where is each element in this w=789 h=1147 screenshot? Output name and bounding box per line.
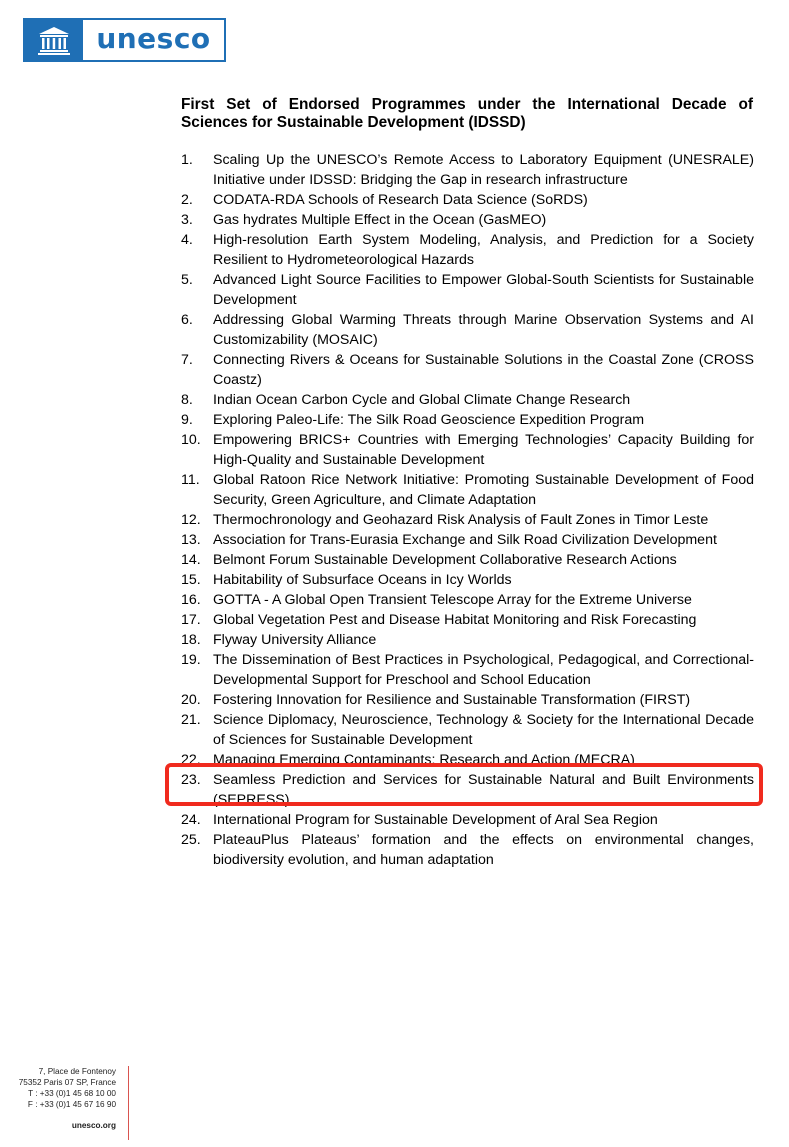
list-item-number: 9. (181, 412, 193, 428)
page-title: First Set of Endorsed Programmes under the International Decade of Sciences for Sustainable Development (IDSSD) (181, 96, 753, 131)
list-item-text: Scaling Up the UNESCO’s Remote Access to Laboratory Equipment (UNESRALE) Initiative under IDSSD: Bridging the Gap in research infrastructure (213, 152, 754, 188)
list-item-number: 12. (181, 512, 201, 528)
list-item-text: Empowering BRICS+ Countries with Emerging Technologies’ Capacity Building for High-Quality and Sustainable Development (213, 432, 754, 468)
list-item (181, 610, 754, 630)
list-item-text: The Dissemination of Best Practices in Psychological, Pedagogical, and Correctional-Developmental Support for Preschool and School Education (213, 652, 754, 688)
list-item-text: Managing Emerging Contaminants: Research and Action (MECRA) (213, 752, 635, 768)
list-item (181, 550, 754, 570)
temple-icon (25, 20, 83, 60)
list-item-number: 24. (181, 812, 201, 828)
list-item-text: Global Vegetation Pest and Disease Habitat Monitoring and Risk Forecasting (213, 612, 697, 628)
logo-wordmark: unesco (96, 22, 211, 55)
list-item (181, 530, 754, 550)
list-item (181, 750, 754, 770)
footer-website[interactable]: unesco.org (71, 1121, 116, 1130)
list-item-number: 15. (181, 572, 201, 588)
list-item-text: International Program for Sustainable Development of Aral Sea Region (213, 812, 658, 828)
list-item-text: Fostering Innovation for Resilience and Sustainable Transformation (FIRST) (213, 692, 691, 708)
list-item (181, 470, 754, 510)
list-item-number: 18. (181, 632, 201, 648)
list-item (181, 630, 754, 650)
list-item (181, 150, 754, 190)
list-item (181, 650, 754, 690)
list-item-text: Habitability of Subsurface Oceans in Icy Worlds (213, 572, 512, 588)
list-item-number: 4. (181, 232, 193, 248)
list-item-number: 13. (181, 532, 201, 548)
list-item-text: Connecting Rivers & Oceans for Sustainable Solutions in the Coastal Zone (CROSS Coastz) (213, 352, 754, 388)
list-item-text: Thermochronology and Geohazard Risk Analysis of Fault Zones in Timor Leste (213, 512, 709, 528)
list-item (181, 390, 754, 410)
list-item-number: 21. (181, 712, 201, 728)
programme-list (181, 150, 754, 870)
list-item (181, 590, 754, 610)
list-item-number: 17. (181, 612, 201, 628)
list-item-text: Belmont Forum Sustainable Development Collaborative Research Actions (213, 552, 677, 568)
list-item-number: 20. (181, 692, 201, 708)
address-line: 7, Place de Fontenoy (38, 1067, 116, 1076)
list-item-number: 16. (181, 592, 201, 608)
list-item-number: 19. (181, 652, 201, 668)
list-item-text: Science Diplomacy, Neuroscience, Technology & Society for the International Decade of Sciences for Sustainable Development (213, 712, 754, 748)
unesco-logo (23, 18, 226, 62)
list-item (181, 430, 754, 470)
list-item (181, 310, 754, 350)
list-item-number: 5. (181, 272, 193, 288)
list-item-text: GOTTA - A Global Open Transient Telescope Array for the Extreme Universe (213, 592, 692, 608)
list-item (181, 410, 754, 430)
list-item-number: 1. (181, 152, 193, 168)
list-item (181, 270, 754, 310)
list-item-text: Addressing Global Warming Threats through Marine Observation Systems and AI Customizability (MOSAIC) (213, 312, 754, 348)
list-item (181, 810, 754, 830)
address-line: T : +33 (0)1 45 68 10 00 (28, 1089, 116, 1098)
list-item (181, 510, 754, 530)
list-item-number: 6. (181, 312, 193, 328)
list-item-number: 14. (181, 552, 201, 568)
list-item-number: 3. (181, 212, 193, 228)
list-item (181, 770, 754, 810)
list-item-text: CODATA-RDA Schools of Research Data Science (SoRDS) (213, 192, 588, 208)
list-item-text: High-resolution Earth System Modeling, Analysis, and Prediction for a Society Resilient to Hydrometeorological Hazards (213, 232, 754, 268)
list-item (181, 210, 754, 230)
list-item (181, 350, 754, 390)
list-item-text: Gas hydrates Multiple Effect in the Ocean (GasMEO) (213, 212, 547, 228)
list-item-text: PlateauPlus Plateaus’ formation and the effects on environmental changes, biodiversity evolution, and human adaptation (213, 832, 754, 868)
list-item-number: 10. (181, 432, 201, 448)
list-item-number: 11. (181, 472, 200, 488)
list-item (181, 230, 754, 270)
list-item-text: Advanced Light Source Facilities to Empower Global-South Scientists for Sustainable Development (213, 272, 754, 308)
list-item-text: Indian Ocean Carbon Cycle and Global Climate Change Research (213, 392, 631, 408)
footer-address (19, 1066, 116, 1110)
list-item (181, 570, 754, 590)
footer-divider (128, 1066, 129, 1140)
list-item-number: 8. (181, 392, 193, 408)
list-item (181, 710, 754, 750)
list-item-number: 23. (181, 772, 201, 788)
list-item-number: 2. (181, 192, 193, 208)
list-item-number: 7. (181, 352, 193, 368)
list-item-text: Global Ratoon Rice Network Initiative: Promoting Sustainable Development of Food Security, Green Agriculture, and Climate Adaptation (213, 472, 754, 508)
list-item-text: Flyway University Alliance (213, 632, 377, 648)
address-line: 75352 Paris 07 SP, France (18, 1078, 116, 1087)
list-item (181, 190, 754, 210)
list-item (181, 830, 754, 870)
list-item-number: 22. (181, 752, 201, 768)
list-item-text: Exploring Paleo-Life: The Silk Road Geoscience Expedition Program (213, 412, 645, 428)
list-item-text: Association for Trans-Eurasia Exchange and Silk Road Civilization Development (213, 532, 717, 548)
list-item-text: Seamless Prediction and Services for Sustainable Natural and Built Environments (SEPRESS) (213, 772, 754, 808)
list-item (181, 690, 754, 710)
address-line: F : +33 (0)1 45 67 16 90 (27, 1100, 116, 1109)
list-item-number: 25. (181, 832, 201, 848)
